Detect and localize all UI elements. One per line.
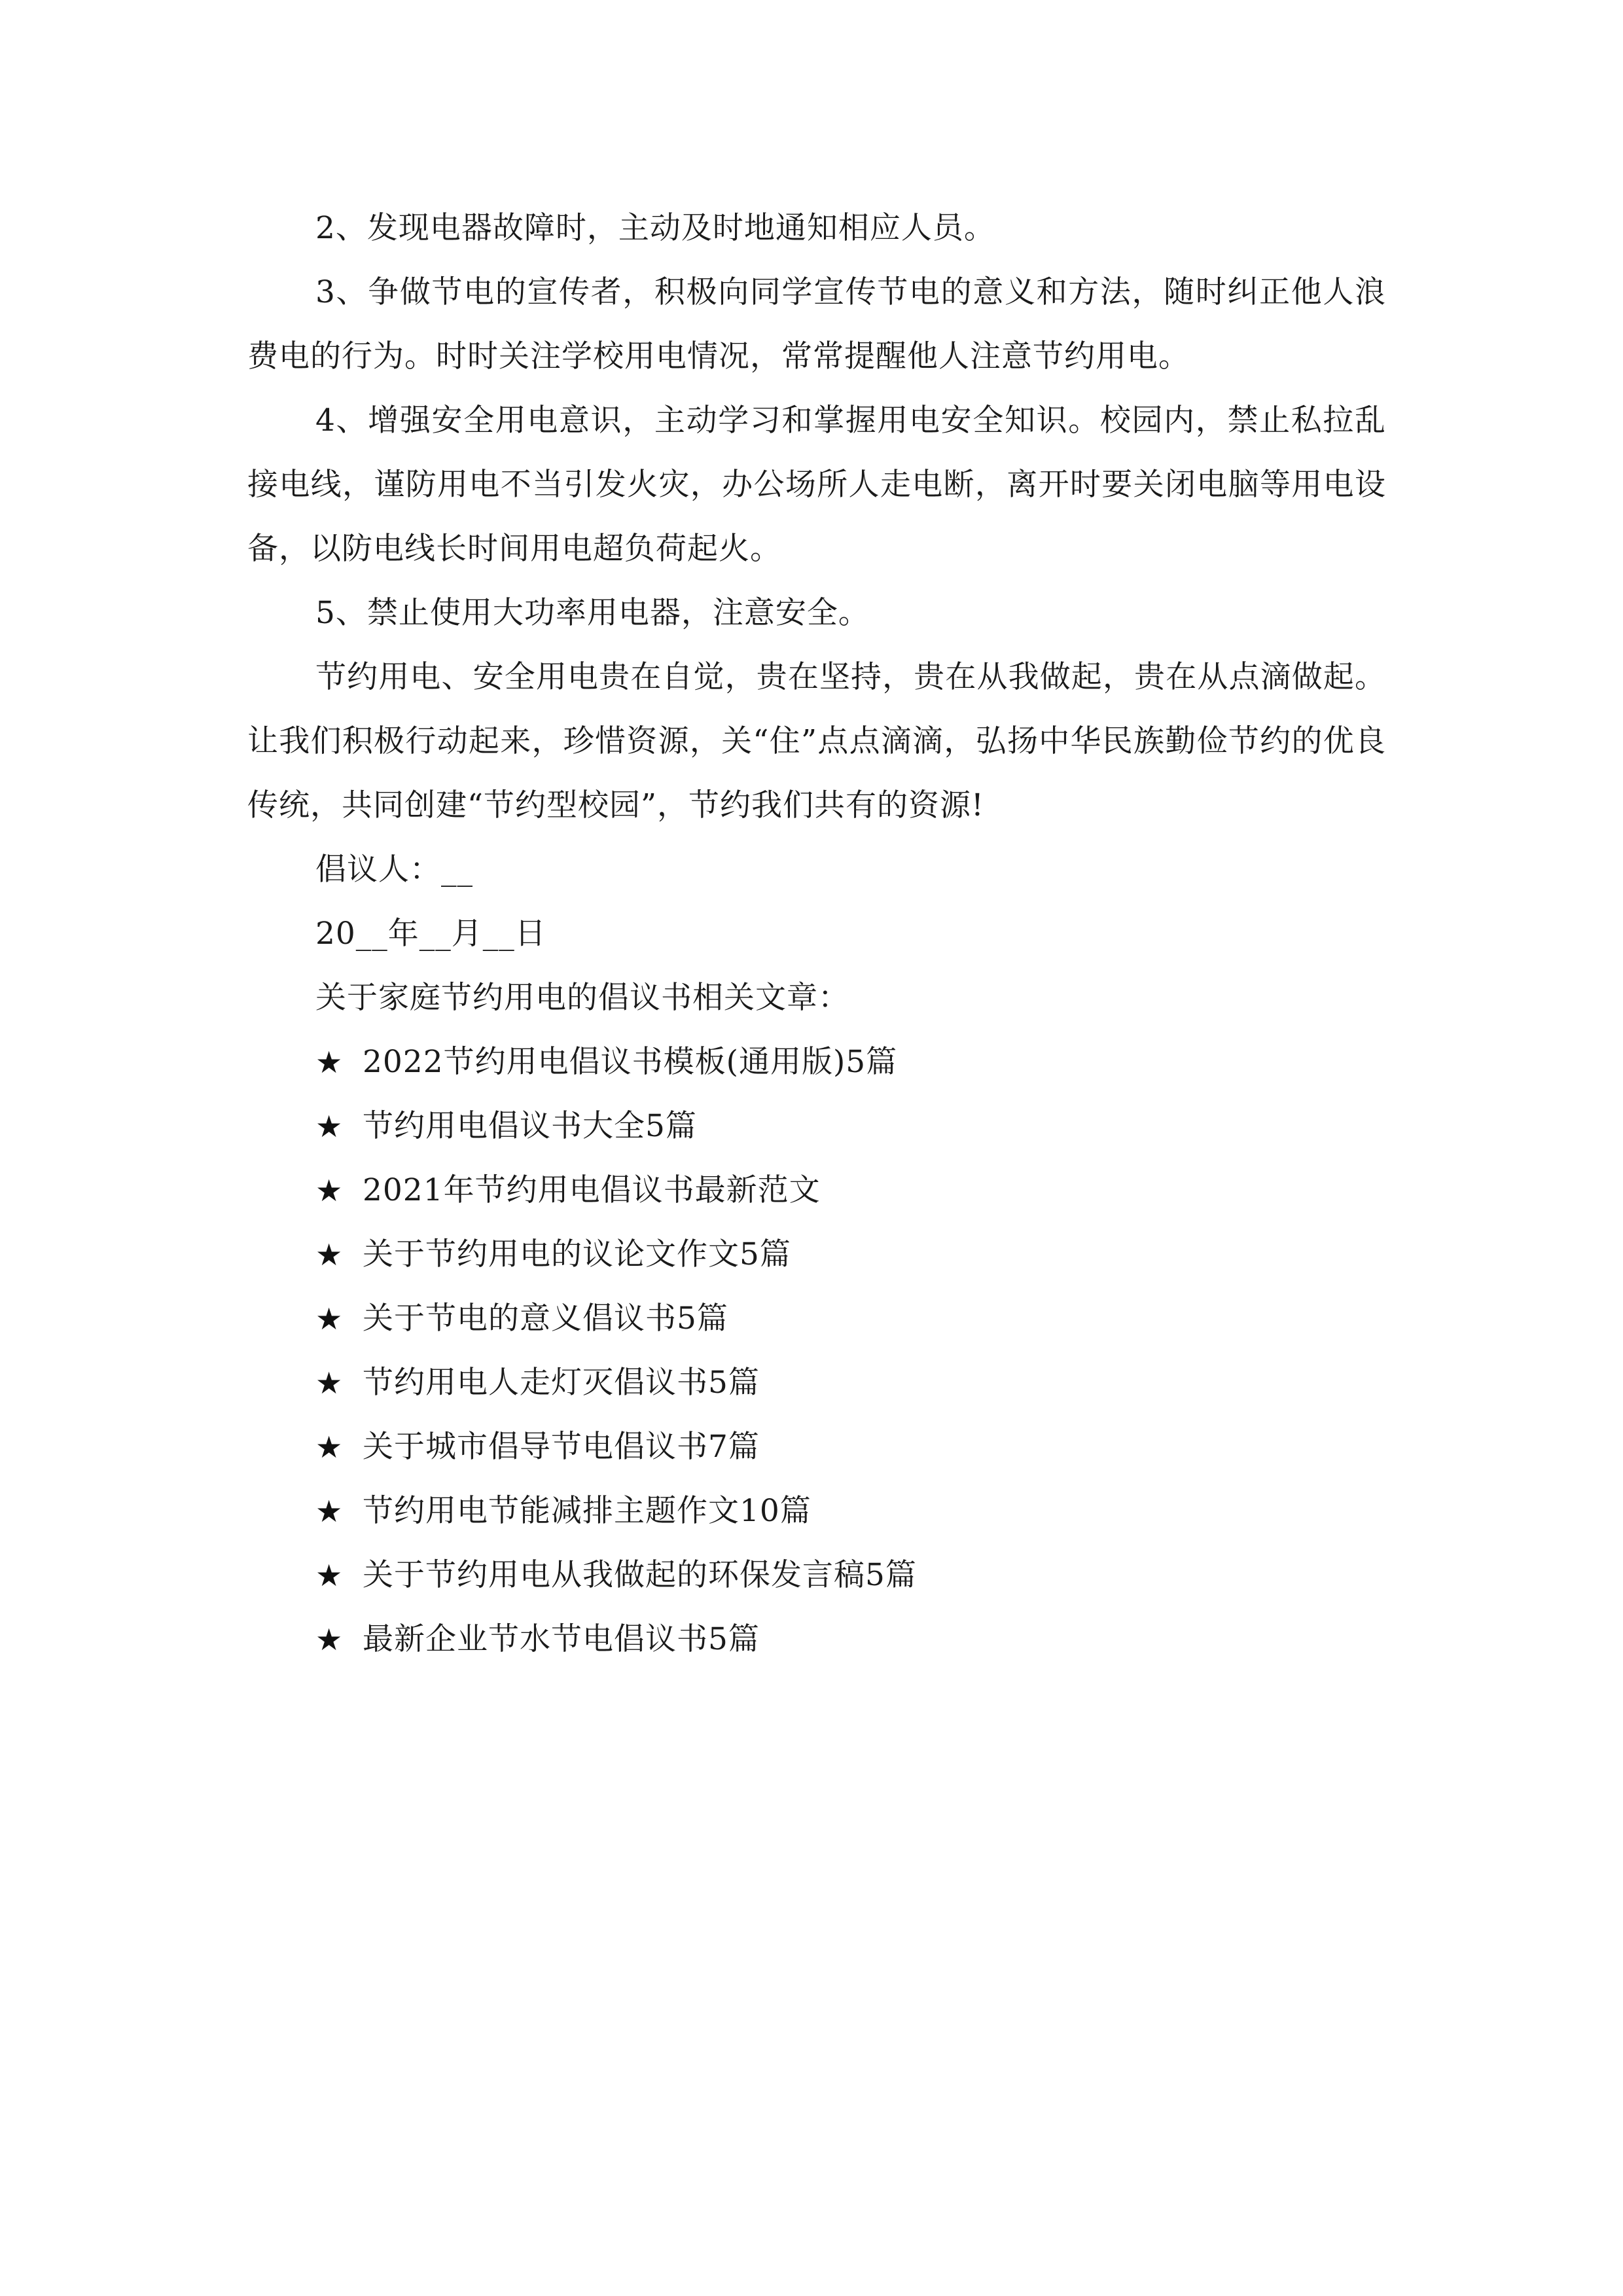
date-line: 20__年__月__日 xyxy=(315,916,546,952)
related-article-item[interactable] xyxy=(247,1158,1386,1223)
star-icon: ★ xyxy=(315,1429,344,1465)
star-icon: ★ xyxy=(315,1622,344,1657)
related-article-item[interactable] xyxy=(247,1607,1386,1672)
related-article-item[interactable] xyxy=(247,1543,1386,1607)
paragraph-conclusion: 节约用电、安全用电贵在自觉，贵在坚持，贵在从我做起，贵在从点滴做起。让我们积极行动起来，珍惜资源，关“住”点点滴滴，弘扬中华民族勤俭节约的优良传统，共同创建“节约型校园”，节约我们共有的资源! xyxy=(247,659,1386,823)
document-page xyxy=(247,196,1386,1672)
related-article-link[interactable]: 节约用电节能减排主题作文10篇 xyxy=(363,1493,812,1529)
related-article-link[interactable]: 关于节电的意义倡议书5篇 xyxy=(363,1300,728,1336)
related-article-link[interactable]: 关于城市倡导节电倡议书7篇 xyxy=(363,1429,760,1465)
paragraph-item-3: 3、争做节电的宣传者，积极向同学宣传节电的意义和方法，随时纠正他人浪费电的行为。时时关注学校用电情况，常常提醒他人注意节约用电。 xyxy=(247,274,1386,374)
related-article-item[interactable] xyxy=(247,1479,1386,1543)
related-article-link[interactable]: 2021年节约用电倡议书最新范文 xyxy=(363,1172,821,1208)
paragraph-item-4: 4、增强安全用电意识，主动学习和掌握用电安全知识。校园内，禁止私拉乱接电线，谨防用电不当引发火灾，办公场所人走电断，离开时要关闭电脑等用电设备，以防电线长时间用电超负荷起火。 xyxy=(247,403,1386,567)
paragraph-item-5: 5、禁止使用大功率用电器，注意安全。 xyxy=(315,595,870,631)
related-article-link[interactable]: 关于节约用电的议论文作文5篇 xyxy=(363,1236,791,1272)
star-icon: ★ xyxy=(315,1365,344,1401)
related-article-item[interactable] xyxy=(247,1415,1386,1479)
signature-line: 倡议人：__ xyxy=(315,852,473,888)
star-icon: ★ xyxy=(315,1494,344,1529)
star-icon: ★ xyxy=(315,1109,344,1144)
star-icon: ★ xyxy=(315,1558,344,1593)
related-article-link[interactable]: 2022节约用电倡议书模板(通用版)5篇 xyxy=(363,1044,898,1080)
related-article-item[interactable] xyxy=(247,1351,1386,1415)
paragraph-item-2: 2、发现电器故障时，主动及时地通知相应人员。 xyxy=(315,210,995,246)
related-article-item[interactable] xyxy=(247,1030,1386,1094)
related-article-link[interactable]: 节约用电倡议书大全5篇 xyxy=(363,1108,697,1144)
star-icon: ★ xyxy=(315,1237,344,1272)
related-articles-list xyxy=(247,1030,1386,1672)
star-icon: ★ xyxy=(315,1173,344,1208)
related-article-link[interactable]: 节约用电人走灯灭倡议书5篇 xyxy=(363,1365,760,1401)
related-article-link[interactable]: 最新企业节水节电倡议书5篇 xyxy=(363,1621,760,1657)
related-article-link[interactable]: 关于节约用电从我做起的环保发言稿5篇 xyxy=(363,1557,917,1593)
related-article-item[interactable] xyxy=(247,1223,1386,1287)
star-icon: ★ xyxy=(315,1045,344,1080)
related-articles-heading: 关于家庭节约用电的倡议书相关文章： xyxy=(315,980,849,1016)
related-article-item[interactable] xyxy=(247,1287,1386,1351)
star-icon: ★ xyxy=(315,1301,344,1336)
related-article-item[interactable] xyxy=(247,1094,1386,1158)
